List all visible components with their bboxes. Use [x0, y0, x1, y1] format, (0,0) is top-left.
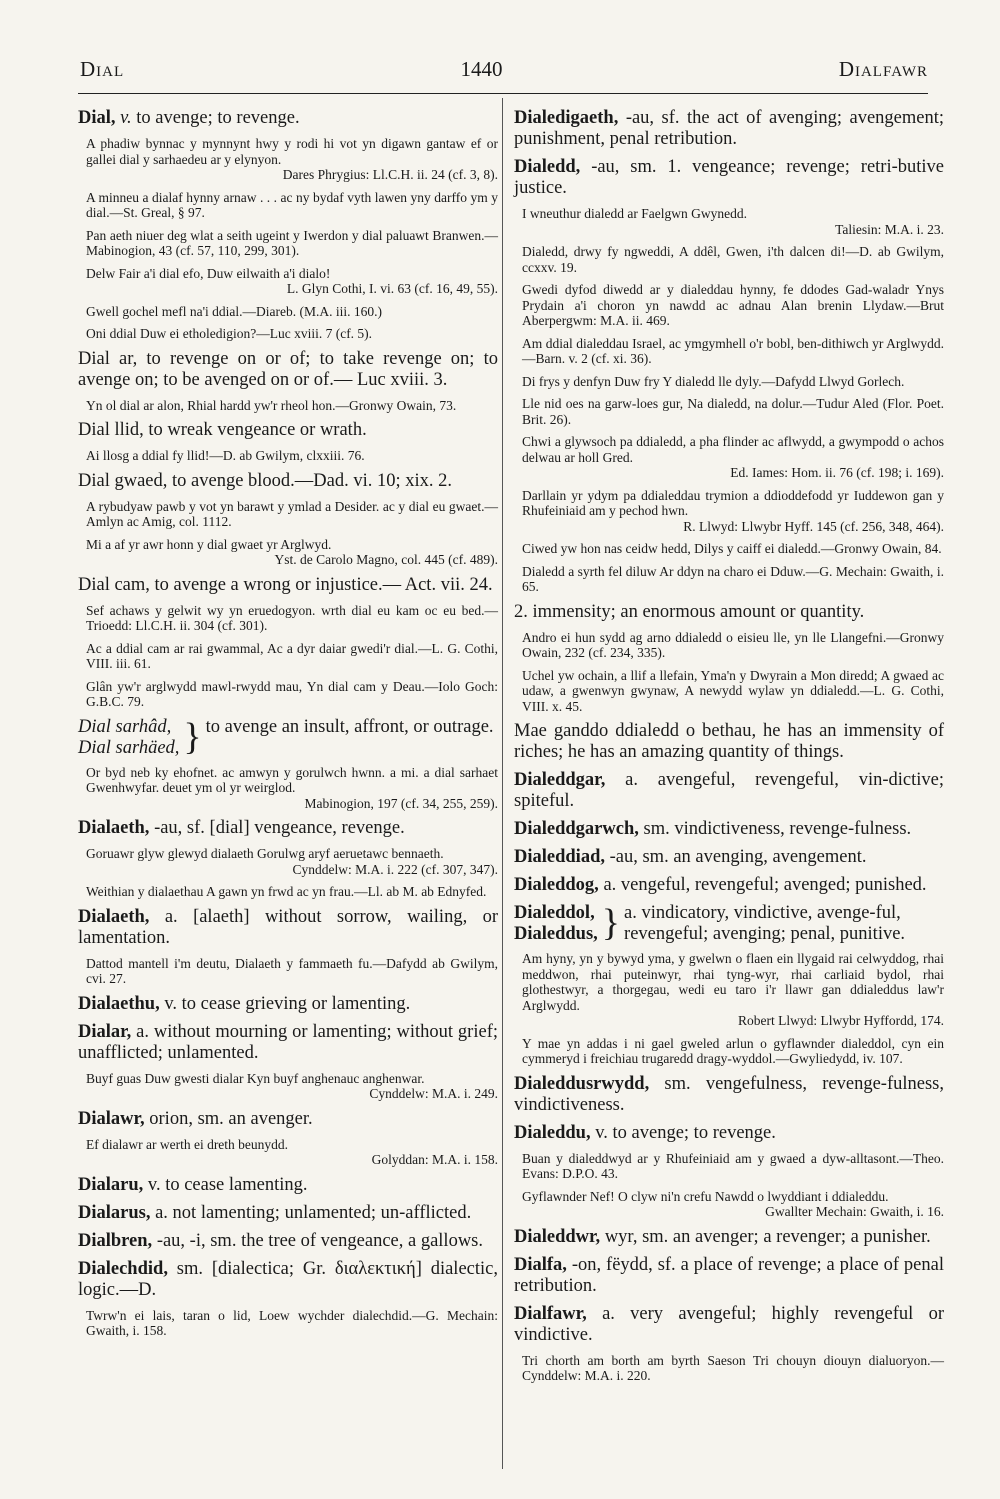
paired-phrase-entry: Dial sarhâd, Dial sarhäed, } to avenge an insult, affront, or outrage. — [78, 715, 494, 758]
quotation: A rybudyaw pawb y vot yn barawt y ymlad a Desider. ac y dial eu gwaet.—Amlyn ac Amig, col. 1112. — [86, 498, 498, 529]
quotation: Yn ol dial ar alon, Rhial hardd yw'r rheol hon.—Gronwy Owain, 73. — [86, 397, 457, 413]
quotation: Goruawr glyw glewyd dialaeth Gorulwg aryf aeruetawc bennaeth. Cynddelw: M.A. i. 222 (cf. 307, 347). — [86, 846, 498, 877]
entry: Dialbren, -au, -i, sm. the tree of vengeance, a gallows. — [78, 1230, 484, 1251]
entry: Dialeddwr, wyr, sm. an avenger; a revenger; a punisher. — [514, 1226, 931, 1247]
quotation: Or byd neb ky ehofnet. ac amwyn y gorulwch hwnn. a mi. a dial sarhaet Gwenhwyfar. deuet ym ol yr weirglod. Mabinogion, 197 (cf. 34, 255, 259). — [86, 764, 498, 811]
entry: Dialedd, -au, sm. 1. vengeance; revenge; retri-butive justice. — [514, 157, 944, 198]
quotation: Mi a af yr awr honn y dial gwaet yr Arglwyd. Yst. de Carolo Magno, col. 445 (cf. 489). — [86, 536, 498, 567]
quotation: Gyflawnder Nef! O clyw ni'n crefu Nawdd o lwyddiant i ddialeddu. Gwallter Mechain: Gwaith, i. 16. — [522, 1188, 944, 1219]
header-right-guide-word: Dialfawr — [838, 57, 928, 81]
quotation: Gwedi dyfod diwedd ar y dialeddau hynny, fe ddodes Gad-waladr Ynys Prydain a'i choron yn nawdd ac adnau Alan brenin Llydaw.—Brut Aberpergwm: M.A. ii. 469. — [522, 282, 944, 328]
entry: Dialfawr, a. very avengeful; highly revengeful or vindictive. — [514, 1303, 944, 1345]
entry: Dialawr, orion, sm. an avenger. — [78, 1108, 313, 1129]
right-column — [514, 108, 944, 1391]
brace: } — [183, 715, 202, 758]
quotation: Chwi a glywsoch pa ddialedd, a pha flinder ac aflwydd, a gwympodd o achos delwau ar holl Gred. Ed. Iames: Hom. ii. 76 (cf. 198; i. 169). — [522, 434, 944, 480]
quotation: Y mae yn addas i ni gael gweled arlun o gyflawnder dialeddol, cyn ein cymmeryd i freichiau trugaredd dragy-wyddol.—Gwyliedydd, iv. 107. — [522, 1035, 944, 1066]
entry-dial — [78, 108, 498, 129]
quotation: Sef achaws y gelwit wy yn eruedogyon. wrth dial eu kam oc eu bed.—Trioedd: Ll.C.H. ii. 304 (cf. 301). — [86, 602, 498, 633]
entry: Dialaru, v. to cease lamenting. — [78, 1174, 308, 1195]
quotation: Uchel yw ochain, a llif a llefain, Yma'n y Dwyrain a Mon diredd; A gwaed ac udaw, a gwenwyn gwynaw, A newydd wylaw yn ddialedd.—L. G. Cothi, VIII. x. 45. — [522, 667, 944, 714]
brace: } — [601, 902, 621, 944]
phrase-entry: Mae ganddo ddialedd o bethau, he has an immensity of riches; he has an amazing quantity of things. — [514, 721, 944, 762]
quotation: Weithian y dialaethau A gawn yn frwd ac yn frau.—Ll. ab M. ab Ednyfed. — [86, 884, 487, 899]
entry: Dialechdid, sm. [dialectica; Gr. διαλεκτική] dialectic, logic.—D. — [78, 1258, 498, 1300]
entry: Dialedigaeth, -au, sf. the act of avenging; avengement; punishment, penal retribution. — [514, 108, 944, 149]
quotation: Lle nid oes na garw-loes gur, Na dialedd, na dolur.—Tudur Aled (Flor. Poet. Brit. 26). — [522, 396, 944, 427]
phrase-entry: Dial ar, to revenge on or of; to take revenge on; to avenge on; to be avenged on or of.— Luc xviii. 3. — [78, 348, 498, 390]
entry: Dialar, a. without mourning or lamenting; without grief; unafflicted; unlamented. — [78, 1021, 498, 1063]
entry: Dialeddgarwch, sm. vindictiveness, revenge-fulness. — [514, 819, 912, 839]
sense-entry: 2. immensity; an enormous amount or quantity. — [514, 601, 865, 622]
header-rule — [78, 93, 928, 94]
quotation: Ai llosg a ddial fy llid!—D. ab Gwilym, clxxiii. 76. — [86, 448, 365, 463]
definition: to avenge; to revenge. — [136, 108, 300, 128]
quotation: Ac a ddial cam ar rai gwammal, Ac a dyr daiar gwedi'r dial.—L. G. Cothi, VIII. iii. 61. — [86, 640, 498, 671]
quotation: A minneu a dialaf hynny arnaw . . . ac ny bydaf vyth lawen yny darffo ym y dial.—St. Greal, § 97. — [86, 189, 498, 220]
quotation: Di frys y denfyn Duw fry Y dialedd lle dyly.—Dafydd Llwyd Gorlech. — [522, 373, 905, 389]
quotation: Dialedd, drwy fy ngweddi, A ddêl, Gwen, i'th dalcen di!—D. ab Gwilym, ccxxv. 19. — [522, 244, 944, 275]
quotation: Buyf guas Duw gwesti dialar Kyn buyf anghenauc anghenwar. Cynddelw: M.A. i. 249. — [86, 1070, 498, 1101]
entry: Dialeddu, v. to avenge; to revenge. — [514, 1122, 776, 1143]
entry: Dialeddiad, -au, sm. an avenging, avengement. — [514, 847, 867, 867]
entry: Dialaeth, a. [alaeth] without sorrow, wailing, or lamentation. — [78, 906, 498, 948]
entry: Dialarus, a. not lamenting; unlamented; un-afflicted. — [78, 1202, 472, 1223]
quotation: Ciwed yw hon nas ceidw hedd, Dilys y caiff ei dialedd.—Gronwy Owain, 84. — [522, 541, 942, 556]
quotation: Ef dialawr ar werth ei dreth beunydd. Golyddan: M.A. i. 158. — [86, 1136, 498, 1167]
quotation: Andro ei hun sydd ag arno ddialedd o eisieu lle, yn lle Llangefni.—Gronwy Owain, 232 (cf. 234, 335). — [522, 629, 944, 660]
header-left-guide-word: Dial — [80, 57, 125, 81]
quotation: I wneuthur dialedd ar Faelgwn Gwynedd. Taliesin: M.A. i. 23. — [522, 206, 944, 237]
quotation: Delw Fair a'i dial efo, Duw eilwaith a'i dialo! L. Glyn Cothi, I. vi. 63 (cf. 16, 49, 55). — [86, 265, 498, 296]
quotation: Tri chorth am borth am byrth Saeson Tri chouyn diouyn dialuoryon.—Cynddelw: M.A. i. 220. — [522, 1352, 944, 1383]
phrase-entry: Dial llid, to wreak vengeance or wrath. — [78, 420, 367, 440]
entry: Dialaeth, -au, sf. [dial] vengeance, revenge. — [78, 818, 405, 838]
part-of-speech: v. — [120, 108, 132, 128]
quotation: Darllain yr ydym pa ddialeddau trymion a ddioddefodd yr Iuddewon gan y Rhufeiniaid am y pechod hwn. R. Llwyd: Llwybr Hyff. 145 (cf. 256, 348, 464). — [522, 487, 944, 534]
quotation: Dattod mantell i'm deutu, Dialaeth y fammaeth fu.—Dafydd ab Gwilym, cvi. 27. — [86, 955, 498, 986]
quotation: Buan y dialeddwyd ar y Rhufeiniaid am y gwaed a dyw-alltasont.—Theo. Evans: D.P.O. 43. — [522, 1150, 944, 1181]
entry: Dialeddog, a. vengeful, revengeful; avenged; punished. — [514, 875, 927, 895]
phrase-entry: Dial cam, to avenge a wrong or injustice.— Act. vii. 24. — [78, 574, 493, 595]
quotation: Am hyny, yn y bywyd yma, y gwelwn o flaen ein llygaid rai celwyddog, rhai meddwon, rhai puteinwyr, rhai tyng-wyr, rhai carliaid bydol, rhai glothestwyr, a thorgegau, wedi eu taro i'r llawr gan ddialeddus law'r Arglwydd. Robert Llwyd: Llwybr Hyffordd, 174. — [522, 951, 944, 1028]
entry: Dialeddgar, a. avengeful, revengeful, vin-dictive; spiteful. — [514, 770, 944, 811]
left-column — [78, 108, 498, 1346]
quotation: Pan aeth niuer deg wlat a seith ugeint y Iwerdon y dial paluawt Branwen.—Mabinogion, 43 (cf. 57, 110, 299, 301). — [86, 227, 498, 258]
page-header — [80, 52, 928, 82]
entry: Dialfa, -on, fëydd, sf. a place of revenge; a place of penal retribution. — [514, 1254, 944, 1296]
page-number: 1440 — [460, 57, 503, 81]
phrase-entry: Dial gwaed, to avenge blood.—Dad. vi. 10; xix. 2. — [78, 470, 453, 491]
quotation: Twrw'n ei lais, taran o lid, Loew wychder dialechdid.—G. Mechain: Gwaith, i. 158. — [86, 1307, 498, 1338]
entry: Dialeddusrwydd, sm. vengefulness, revenge-fulness, vindictiveness. — [514, 1073, 944, 1115]
quotation: A phadiw bynnac y mynnynt hwy y rodi hi vot yn digawn gantaw ef or gallei dial y sarhaedeu ar y elynyon. Dares Phrygius: Ll.C.H. ii. 24 (cf. 3, 8). — [86, 136, 498, 182]
quotation: Oni ddial Duw ei etholedigion?—Luc xviii. 7 (cf. 5). — [86, 326, 373, 341]
paired-entry: Dialeddol, Dialeddus, } a. vindicatory, vindictive, avenge-ful, revengeful; avenging; penal, punitive. — [514, 902, 906, 944]
quotation: Am ddial dialeddau Israel, ac ymgymhell o'r bobl, ben-dithiwch yr Arglwydd.—Barn. v. 2 (cf. xi. 36). — [522, 335, 944, 366]
column-divider — [502, 98, 503, 1469]
quotation: Glân yw'r arglwydd mawl-rwydd mau, Yn dial cam y Deau.—Iolo Goch: G.B.C. 79. — [86, 678, 498, 709]
headword: Dial, — [78, 108, 116, 128]
quotation: Gwell gochel mefl na'i ddial.—Diareb. (M.A. iii. 160.) — [86, 303, 382, 319]
quotation: Dialedd a syrth fel diluw Ar ddyn na charo ei Dduw.—G. Mechain: Gwaith, i. 65. — [522, 563, 944, 594]
entry: Dialaethu, v. to cease grieving or lamenting. — [78, 993, 411, 1014]
